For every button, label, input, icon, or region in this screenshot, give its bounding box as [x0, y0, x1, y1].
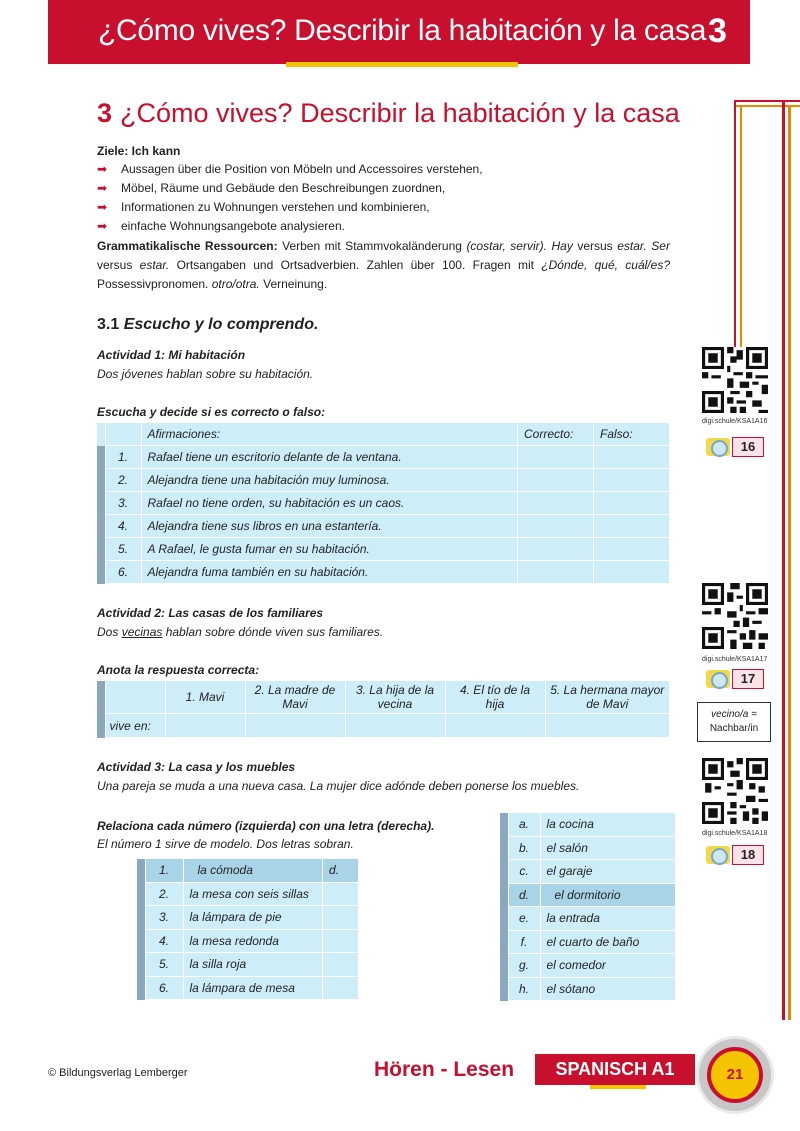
row-letter: d. [508, 883, 540, 907]
activity3-instruction: Relaciona cada número (izquierda) con una letra (derecha). [97, 819, 435, 833]
row-letter: h. [508, 977, 540, 1001]
furniture-table [137, 858, 359, 1000]
table-header: 5. La hermana mayor de Mavi [545, 681, 670, 714]
header-stripe [286, 62, 518, 67]
statement: Rafael no tiene orden, su habitación es un caos. [141, 492, 518, 515]
qr-link: digi.schule/KSA1A16 [702, 418, 768, 425]
table-bar [97, 423, 105, 446]
correct-cell[interactable] [518, 515, 594, 538]
row-number: 4. [145, 929, 183, 953]
row-number: 4. [105, 515, 141, 538]
desc-text: hablan sobre dónde viven sus familiares. [162, 625, 384, 639]
audio-track-number: 17 [732, 669, 764, 689]
false-cell[interactable] [594, 446, 670, 469]
correct-cell[interactable] [518, 446, 594, 469]
row-letter: c. [508, 860, 540, 884]
grammar-text: versus [572, 239, 618, 253]
decor-line [734, 100, 800, 102]
table-cell [105, 681, 165, 714]
room-item: el salón [540, 836, 676, 860]
grammar-term: otro/otra. [211, 277, 260, 291]
answer-cell[interactable] [323, 882, 359, 906]
table-row [97, 446, 670, 469]
activity1-title: Actividad 1: Mi habitación [97, 348, 246, 362]
activity1-table [97, 422, 670, 584]
table-bar [97, 561, 105, 584]
answer-cell[interactable] [323, 906, 359, 930]
correct-cell[interactable] [518, 561, 594, 584]
false-cell[interactable] [594, 515, 670, 538]
table-bar [97, 538, 105, 561]
table-bar [500, 930, 508, 954]
table-bar [97, 446, 105, 469]
grammar-term: estar. [139, 258, 170, 272]
table-row [500, 836, 676, 860]
table-row [97, 492, 670, 515]
table-bar [97, 492, 105, 515]
activity3-description: Una pareja se muda a una nueva casa. La mujer dice adónde deben ponerse los muebles. [97, 779, 580, 793]
table-row [137, 882, 359, 906]
table-bar [137, 976, 145, 1000]
goal-item: ➡ Informationen zu Wohnungen verstehen und kombinieren, [97, 198, 483, 217]
audio-cd-icon [706, 438, 730, 456]
table-bar [137, 882, 145, 906]
table-header: Afirmaciones: [141, 423, 518, 446]
decor-line [740, 105, 742, 350]
row-number: 2. [145, 882, 183, 906]
qr-link: digi.schule/KSA1A18 [702, 830, 768, 837]
answer-cell[interactable]: d. [323, 859, 359, 883]
grammar-term: Hay [551, 239, 573, 253]
copyright: © Bildungsverlag Lemberger [48, 1067, 188, 1079]
goals-label: Ziele: Ich kann [97, 144, 181, 158]
activity2-title: Actividad 2: Las casas de los familiares [97, 606, 324, 620]
desc-text: Dos [97, 625, 122, 639]
table-bar [500, 860, 508, 884]
grammar-text: Possessivpronomen. [97, 277, 212, 291]
table-header: Correcto: [518, 423, 594, 446]
false-cell[interactable] [594, 538, 670, 561]
room-item: la entrada [540, 907, 676, 931]
table-bar [500, 907, 508, 931]
grammar-text: Verben mit Stammvokaländerung [277, 239, 467, 253]
answer-cell[interactable] [165, 714, 245, 738]
table-row [137, 929, 359, 953]
qr-link: digi.schule/KSA1A17 [702, 656, 768, 663]
row-number: 3. [105, 492, 141, 515]
table-bar [97, 469, 105, 492]
room-item: el dormitorio [540, 883, 676, 907]
brand-stripe [590, 1085, 646, 1089]
table-bar [500, 977, 508, 1001]
goal-item: ➡ Möbel, Räume und Gebäude den Beschreibungen zuordnen, [97, 179, 483, 198]
correct-cell[interactable] [518, 492, 594, 515]
table-bar [97, 681, 105, 738]
furniture-item: la silla roja [183, 953, 323, 977]
answer-cell[interactable] [445, 714, 545, 738]
grammar-term: ¿Dónde, qué, cuál/es? [541, 258, 670, 272]
vocabulary-box [697, 702, 771, 742]
statement: A Rafael, le gusta fumar en su habitación. [141, 538, 518, 561]
answer-cell[interactable] [245, 714, 345, 738]
activity2-instruction: Anota la respuesta correcta: [97, 663, 260, 677]
goal-item: ➡ Aussagen über die Position von Möbeln und Accessoires verstehen, [97, 160, 483, 179]
statement: Alejandra tiene una habitación muy luminosa. [141, 469, 518, 492]
table-header: Falso: [594, 423, 670, 446]
header-chapter-number: 3 [708, 12, 727, 50]
grammar-term: (costar, servir). [466, 239, 547, 253]
table-header: 3. La hija de la vecina [345, 681, 445, 714]
table-row [500, 907, 676, 931]
activity1-instruction: Escucha y decide si es correcto o falso: [97, 405, 326, 419]
page-number: 21 [707, 1047, 763, 1103]
decor-line [734, 100, 736, 350]
row-number: 1. [145, 859, 183, 883]
room-item: la cocina [540, 813, 676, 837]
false-cell[interactable] [594, 492, 670, 515]
row-letter: a. [508, 813, 540, 837]
furniture-item: la lámpara de mesa [183, 976, 323, 1000]
statement: Rafael tiene un escritorio delante de la ventana. [141, 446, 518, 469]
row-letter: e. [508, 907, 540, 931]
correct-cell[interactable] [518, 538, 594, 561]
statement: Alejandra fuma también en su habitación. [141, 561, 518, 584]
activity1-description: Dos jóvenes hablan sobre su habitación. [97, 367, 314, 381]
audio-track-number: 18 [732, 845, 764, 865]
table-bar [137, 859, 145, 883]
vocab-translation: Nachbar/in [709, 723, 759, 734]
goal-item: ➡ einfache Wohnungsangebote analysieren. [97, 217, 483, 236]
table-row [137, 906, 359, 930]
goals-list [97, 160, 483, 236]
answer-cell[interactable] [345, 714, 445, 738]
table-bar [500, 836, 508, 860]
qr-code-icon[interactable] [702, 758, 768, 824]
table-header: 4. El tío de la hija [445, 681, 545, 714]
table-row [97, 538, 670, 561]
table-header: 1. Mavi [165, 681, 245, 714]
decor-line [788, 105, 791, 1020]
row-number: 6. [145, 976, 183, 1000]
table-row [137, 976, 359, 1000]
grammar-text: versus [97, 258, 140, 272]
course-label: SPANISCH A1 [535, 1054, 695, 1085]
room-item: el comedor [540, 954, 676, 978]
audio-cd-icon [706, 846, 730, 864]
table-bar [500, 813, 508, 837]
table-row [500, 954, 676, 978]
audio-cd-icon [706, 670, 730, 688]
grammar-label: Grammatikalische Ressourcen: [97, 239, 278, 253]
row-letter: g. [508, 954, 540, 978]
activity2-table [97, 680, 670, 738]
section-number: 3.1 [97, 316, 120, 333]
activity3-note: El número 1 sirve de modelo. Dos letras sobran. [97, 837, 354, 851]
section-heading [97, 316, 318, 334]
room-item: el cuarto de baño [540, 930, 676, 954]
row-letter: f. [508, 930, 540, 954]
table-header: 2. La madre de Mavi [245, 681, 345, 714]
skills-label: Hören - Lesen [374, 1058, 515, 1081]
row-number: 6. [105, 561, 141, 584]
answer-cell[interactable] [323, 953, 359, 977]
qr-code-icon[interactable] [702, 583, 768, 649]
header-title: ¿Cómo vives? Describir la habitación y la casa [98, 14, 707, 47]
row-number: 3. [145, 906, 183, 930]
vocab-word: vecinas [121, 625, 163, 639]
table-row [97, 561, 670, 584]
row-number: 1. [105, 446, 141, 469]
page-title [97, 98, 680, 129]
answer-cell[interactable] [545, 714, 670, 738]
table-bar [500, 883, 508, 907]
table-cell [105, 423, 141, 446]
grammar-text: Ortsangaben und Ortsadverbien. Zahlen über 100. Fragen mit [169, 258, 542, 272]
qr-code-icon[interactable] [702, 347, 768, 413]
table-row [500, 977, 676, 1001]
grammar-text: Verneinung. [259, 277, 328, 291]
section-title: Escucho y lo comprendo. [123, 316, 319, 333]
furniture-item: la lámpara de pie [183, 906, 323, 930]
table-row [500, 883, 676, 907]
false-cell[interactable] [594, 561, 670, 584]
table-bar [500, 954, 508, 978]
table-row [500, 813, 676, 837]
table-bar [137, 929, 145, 953]
grammar-resources [97, 237, 670, 294]
grammar-term: Ser [651, 239, 670, 253]
row-letter: b. [508, 836, 540, 860]
furniture-item: la mesa con seis sillas [183, 882, 323, 906]
row-number: 5. [145, 953, 183, 977]
activity2-description [97, 625, 383, 639]
table-bar [137, 906, 145, 930]
table-row [137, 953, 359, 977]
chapter-title: ¿Cómo vives? Describir la habitación y la casa [120, 98, 680, 128]
grammar-term: estar. [617, 239, 647, 253]
row-number: 5. [105, 538, 141, 561]
table-row [500, 930, 676, 954]
statement: Alejandra tiene sus libros en una estantería. [141, 515, 518, 538]
furniture-item: la cómoda [183, 859, 323, 883]
false-cell[interactable] [594, 469, 670, 492]
vocab-term: vecino/a = [711, 709, 757, 720]
answer-cell[interactable] [323, 929, 359, 953]
rooms-table [500, 812, 676, 1001]
room-item: el garaje [540, 860, 676, 884]
furniture-item: la mesa redonda [183, 929, 323, 953]
table-bar [137, 953, 145, 977]
decor-line [782, 100, 785, 1020]
table-row [500, 860, 676, 884]
chapter-number: 3 [97, 98, 113, 128]
row-number: 2. [105, 469, 141, 492]
audio-track-number: 16 [732, 437, 764, 457]
table-row [97, 469, 670, 492]
answer-cell[interactable] [323, 976, 359, 1000]
activity3-title: Actividad 3: La casa y los muebles [97, 760, 296, 774]
table-row [137, 859, 359, 883]
correct-cell[interactable] [518, 469, 594, 492]
room-item: el sótano [540, 977, 676, 1001]
table-row [97, 515, 670, 538]
table-bar [97, 515, 105, 538]
row-label: vive en: [105, 714, 165, 738]
